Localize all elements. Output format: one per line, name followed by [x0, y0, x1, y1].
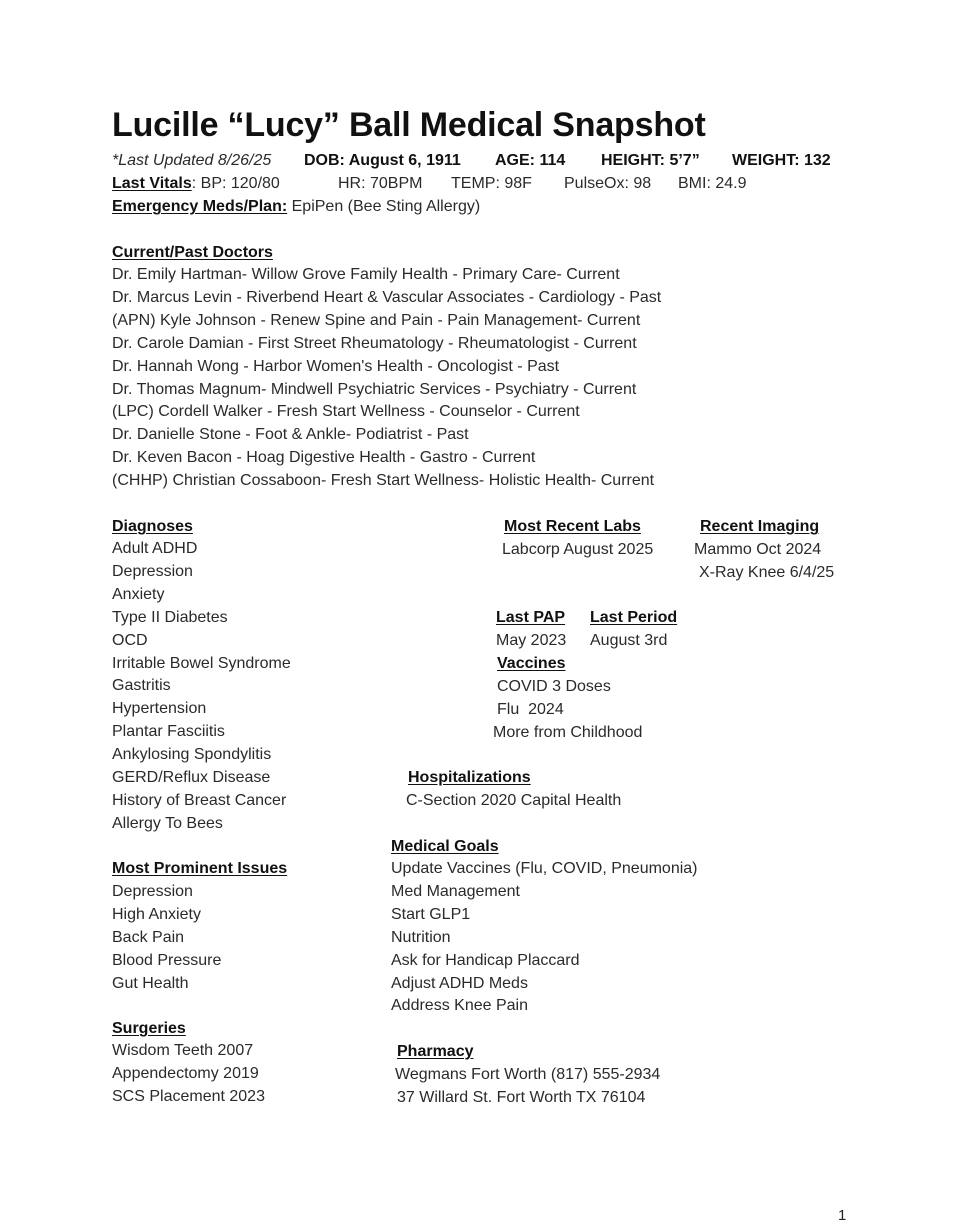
pap-value: May 2023	[496, 632, 567, 649]
imaging-heading: Recent Imaging	[700, 518, 820, 535]
issue-item: High Anxiety	[112, 905, 201, 923]
doctor-item: (APN) Kyle Johnson - Renew Spine and Pain - Pain Management- Current	[112, 311, 641, 329]
issue-item: Blood Pressure	[112, 951, 222, 969]
surgery-item: Wisdom Teeth 2007	[112, 1042, 254, 1059]
period-heading: Last Period	[590, 609, 678, 626]
issues-heading: Most Prominent Issues	[112, 860, 288, 877]
doctors-list	[112, 264, 661, 493]
diagnosis-item: Ankylosing Spondylitis	[112, 746, 272, 764]
goal-item: Update Vaccines (Flu, COVID, Pneumonia)	[391, 860, 698, 877]
goal-item: Nutrition	[391, 928, 451, 946]
height: HEIGHT: 5’7”	[601, 152, 700, 169]
diagnosis-item: Irritable Bowel Syndrome	[112, 654, 291, 672]
page-title: Lucille “Lucy” Ball Medical Snapshot	[112, 106, 706, 144]
vital-temp: TEMP: 98F	[451, 175, 532, 192]
vitals-line: Last Vitals: BP: 120/80	[112, 175, 280, 192]
doctor-item: (CHHP) Christian Cossaboon- Fresh Start Wellness- Holistic Health- Current	[112, 472, 655, 490]
vital-pulseox: PulseOx: 98	[564, 175, 652, 192]
goals-list	[391, 858, 698, 1018]
page-number: 1	[838, 1207, 847, 1224]
pharmacy-heading: Pharmacy	[397, 1043, 474, 1060]
vital-bmi: BMI: 24.9	[678, 175, 747, 192]
doctor-item: Dr. Carole Damian - First Street Rheumatology - Rheumatologist - Current	[112, 334, 637, 352]
surgery-item: SCS Placement 2023	[112, 1087, 265, 1105]
labs-value: Labcorp August 2025	[502, 541, 654, 558]
diagnosis-item: Adult ADHD	[112, 540, 198, 557]
issue-item: Gut Health	[112, 974, 189, 992]
diagnosis-item: History of Breast Cancer	[112, 791, 287, 809]
surgeries-heading: Surgeries	[112, 1020, 186, 1037]
imaging-item: X-Ray Knee 6/4/25	[699, 564, 835, 581]
doctors-heading: Current/Past Doctors	[112, 244, 273, 261]
diagnosis-item: OCD	[112, 631, 148, 649]
goals-heading: Medical Goals	[391, 838, 499, 855]
surgeries-list	[112, 1040, 265, 1109]
vaccine-item: COVID 3 Doses	[497, 678, 611, 695]
emergency-label: Emergency Meds/Plan:	[112, 198, 288, 215]
last-updated: *Last Updated 8/26/25	[112, 152, 272, 169]
goal-item: Med Management	[391, 882, 520, 900]
diagnosis-item: Allergy To Bees	[112, 814, 223, 832]
doctor-item: Dr. Hannah Wong - Harbor Women's Health - Oncologist - Past	[112, 357, 560, 375]
diagnoses-list	[112, 538, 291, 836]
period-value: August 3rd	[590, 632, 668, 649]
pharmacy-name: Wegmans Fort Worth (817) 555-2934	[395, 1066, 661, 1083]
issue-item: Depression	[112, 883, 193, 900]
emergency-line	[112, 197, 480, 217]
diagnosis-item: Depression	[112, 562, 193, 580]
vaccine-item: More from Childhood	[493, 724, 643, 741]
doctor-item: Dr. Danielle Stone - Foot & Ankle- Podiatrist - Past	[112, 426, 469, 444]
diagnosis-item: Gastritis	[112, 677, 171, 695]
goal-item: Ask for Handicap Placcard	[391, 951, 580, 969]
goal-item: Adjust ADHD Meds	[391, 974, 528, 992]
vaccine-item: Flu 2024	[497, 701, 564, 718]
diagnosis-item: Hypertension	[112, 700, 207, 718]
hospitalizations-heading: Hospitalizations	[408, 769, 531, 786]
surgery-item: Appendectomy 2019	[112, 1064, 259, 1082]
diagnosis-item: Plantar Fasciitis	[112, 723, 225, 741]
emergency-value: EpiPen (Bee Sting Allergy)	[291, 198, 481, 215]
vitals-label: Last Vitals	[112, 175, 192, 192]
imaging-item: Mammo Oct 2024	[694, 541, 822, 558]
doctor-item: Dr. Emily Hartman- Willow Grove Family Health - Primary Care- Current	[112, 266, 620, 283]
goal-item: Address Knee Pain	[391, 997, 528, 1015]
labs-heading: Most Recent Labs	[504, 518, 641, 535]
vital-hr: HR: 70BPM	[338, 175, 423, 192]
pharmacy-address: 37 Willard St. Fort Worth TX 76104	[397, 1089, 646, 1106]
diagnoses-heading: Diagnoses	[112, 518, 193, 535]
diagnosis-item: Anxiety	[112, 585, 165, 603]
vital-bp: BP: 120/80	[200, 175, 280, 192]
hospitalization-item: C-Section 2020 Capital Health	[406, 792, 622, 809]
diagnosis-item: Type II Diabetes	[112, 608, 228, 626]
doctor-item: Dr. Keven Bacon - Hoag Digestive Health - Gastro - Current	[112, 449, 536, 467]
issue-item: Back Pain	[112, 928, 185, 946]
dob: DOB: August 6, 1911	[304, 152, 461, 169]
doctor-item: (LPC) Cordell Walker - Fresh Start Wellness - Counselor - Current	[112, 403, 580, 421]
weight: WEIGHT: 132	[732, 152, 831, 169]
goal-item: Start GLP1	[391, 905, 471, 923]
doctor-item: Dr. Marcus Levin - Riverbend Heart & Vascular Associates - Cardiology - Past	[112, 288, 662, 306]
pap-heading: Last PAP	[496, 609, 566, 626]
issues-list	[112, 881, 221, 996]
vaccines-heading: Vaccines	[497, 655, 566, 672]
diagnosis-item: GERD/Reflux Disease	[112, 769, 271, 787]
doctor-item: Dr. Thomas Magnum- Mindwell Psychiatric Services - Psychiatry - Current	[112, 380, 637, 398]
age: AGE: 114	[495, 152, 566, 169]
